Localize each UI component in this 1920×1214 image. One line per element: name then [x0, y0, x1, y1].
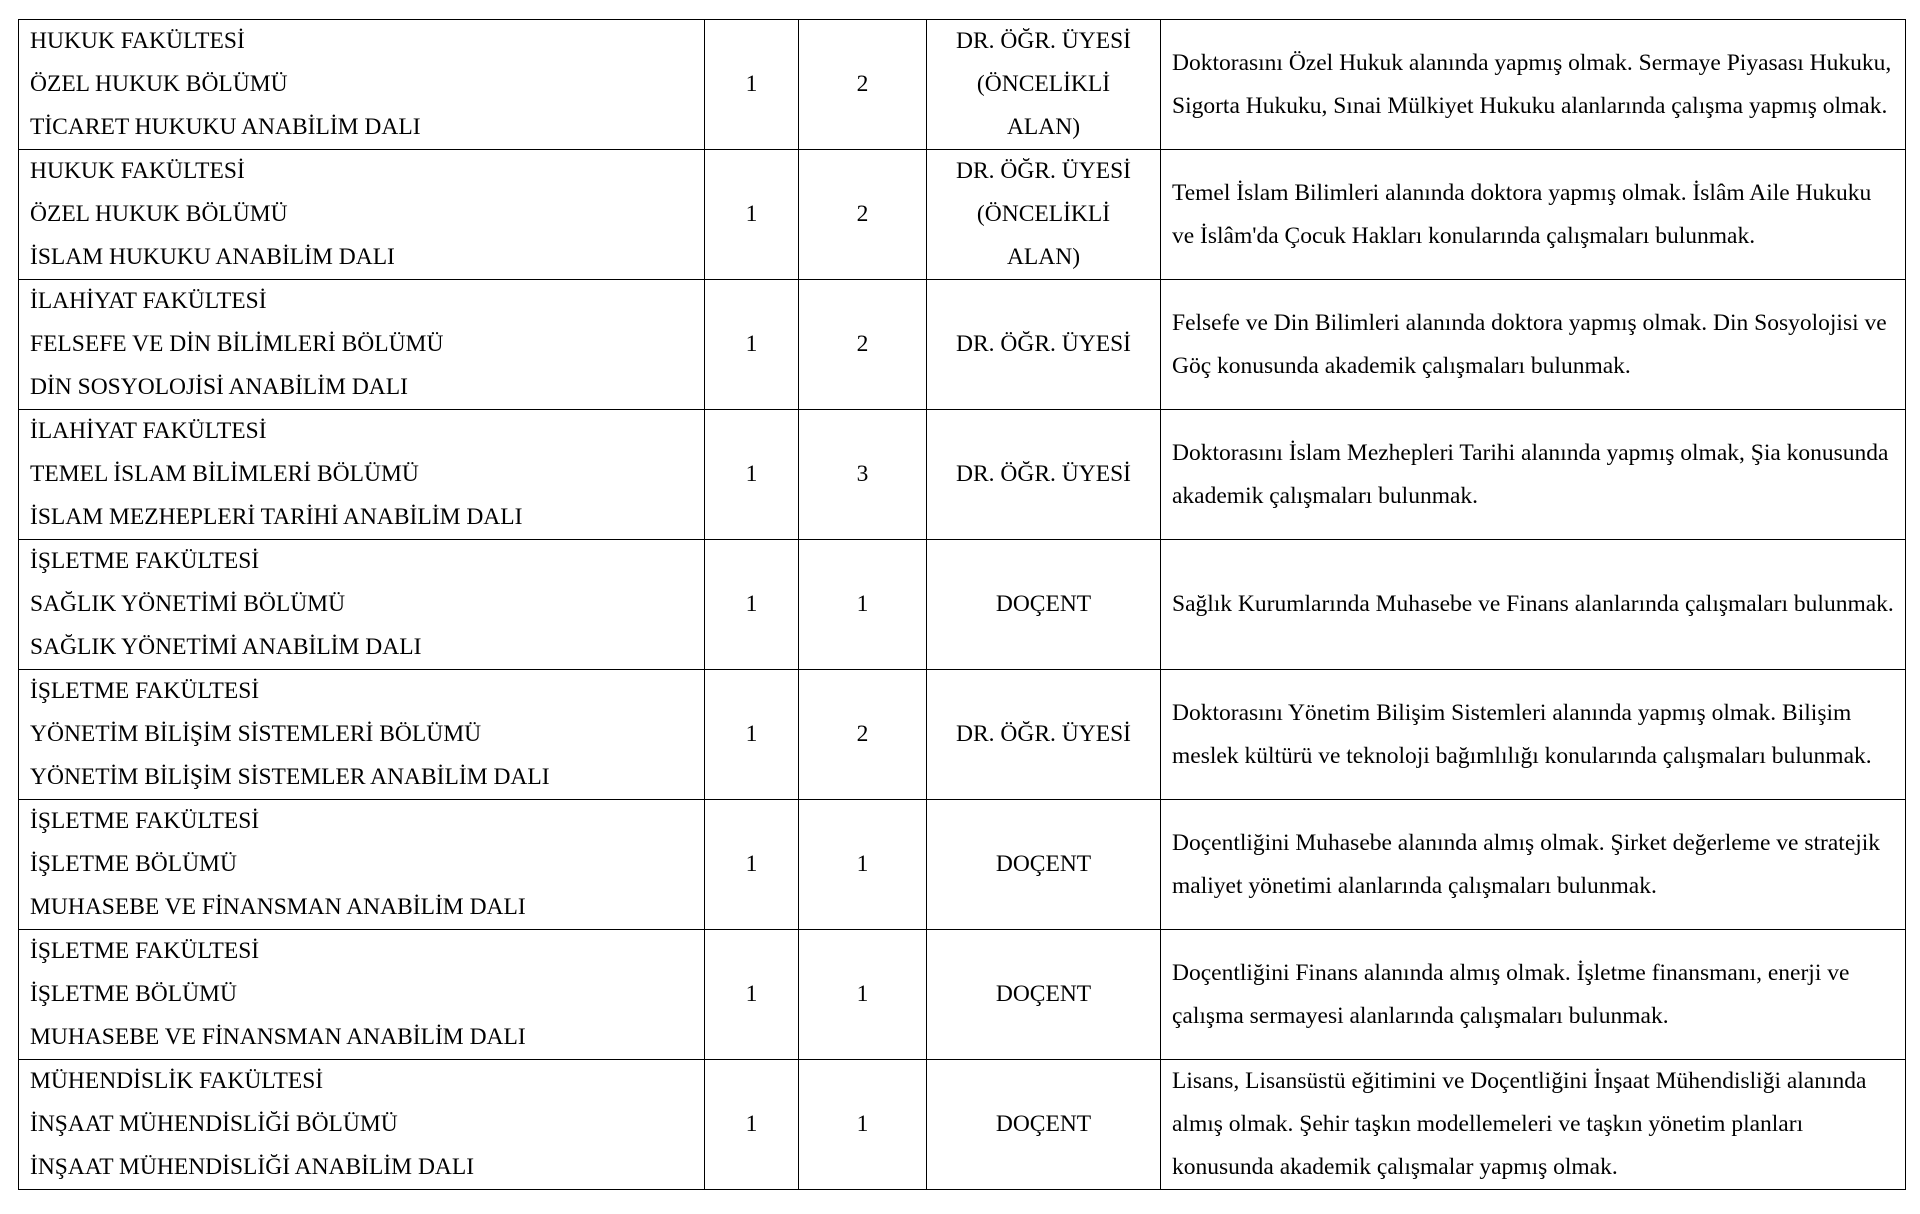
position-count: 1: [705, 280, 799, 410]
position-degree: 2: [799, 20, 927, 150]
faculty-name: İŞLETME FAKÜLTESİ: [30, 938, 260, 964]
academic-title: [927, 150, 1161, 280]
position-count: 1: [705, 930, 799, 1060]
special-conditions: Sağlık Kurumlarında Muhasebe ve Finans alanlarında çalışmaları bulunmak.: [1161, 540, 1906, 670]
unit-cell: [19, 800, 705, 930]
division-name: YÖNETİM BİLİŞİM SİSTEMLER ANABİLİM DALI: [30, 764, 550, 790]
unit-cell: [19, 930, 705, 1060]
position-count: 1: [705, 20, 799, 150]
faculty-name: İŞLETME FAKÜLTESİ: [30, 548, 260, 574]
academic-title: [927, 280, 1161, 410]
special-conditions: Doçentliğini Muhasebe alanında almış olmak. Şirket değerleme ve stratejik maliyet yönetimi alanlarında çalışmaları bulunmak.: [1161, 800, 1906, 930]
academic-title: [927, 20, 1161, 150]
academic-title: [927, 800, 1161, 930]
position-degree: 3: [799, 410, 927, 540]
division-name: İSLAM HUKUKU ANABİLİM DALI: [30, 244, 395, 270]
unit-cell: [19, 20, 705, 150]
position-count: 1: [705, 150, 799, 280]
faculty-name: İŞLETME FAKÜLTESİ: [30, 678, 260, 704]
faculty-name: İŞLETME FAKÜLTESİ: [30, 808, 260, 834]
position-count: 1: [705, 670, 799, 800]
academic-title-line: DOÇENT: [995, 851, 1092, 877]
academic-title: [927, 410, 1161, 540]
position-count: 1: [705, 540, 799, 670]
division-name: MUHASEBE VE FİNANSMAN ANABİLİM DALI: [30, 894, 526, 920]
special-conditions: Doktorasını İslam Mezhepleri Tarihi alanında yapmış olmak, Şia konusunda akademik çalışmaları bulunmak.: [1161, 410, 1906, 540]
academic-title-line: DR. ÖĞR. ÜYESİ: [956, 331, 1131, 357]
table-row: [19, 800, 1906, 930]
special-conditions: Temel İslam Bilimleri alanında doktora yapmış olmak. İslâm Aile Hukuku ve İslâm'da Çocuk Hakları konularında çalışmaları bulunmak.: [1161, 150, 1906, 280]
unit-cell: [19, 150, 705, 280]
academic-title: [927, 930, 1161, 1060]
table-row: [19, 280, 1906, 410]
department-name: YÖNETİM BİLİŞİM SİSTEMLERİ BÖLÜMÜ: [30, 721, 482, 747]
department-name: İŞLETME BÖLÜMÜ: [30, 851, 237, 877]
position-count: 1: [705, 1060, 799, 1190]
table-row: [19, 930, 1906, 1060]
position-degree: 1: [799, 540, 927, 670]
academic-title-line: (ÖNCELİKLİ: [976, 201, 1111, 227]
table-row: [19, 150, 1906, 280]
academic-title-line: DR. ÖĞR. ÜYESİ: [956, 158, 1131, 184]
faculty-name: HUKUK FAKÜLTESİ: [30, 158, 245, 184]
positions-table-body: [19, 20, 1906, 1190]
position-degree: 2: [799, 150, 927, 280]
department-name: FELSEFE VE DİN BİLİMLERİ BÖLÜMÜ: [30, 331, 444, 357]
position-count: 1: [705, 800, 799, 930]
position-degree: 1: [799, 1060, 927, 1190]
unit-cell: [19, 670, 705, 800]
special-conditions: Doktorasını Yönetim Bilişim Sistemleri alanında yapmış olmak. Bilişim meslek kültürü ve teknoloji bağımlılığı konularında çalışmaları bulunmak.: [1161, 670, 1906, 800]
department-name: ÖZEL HUKUK BÖLÜMÜ: [30, 71, 288, 97]
special-conditions: Felsefe ve Din Bilimleri alanında doktora yapmış olmak. Din Sosyolojisi ve Göç konusunda akademik çalışmaları bulunmak.: [1161, 280, 1906, 410]
department-name: SAĞLIK YÖNETİMİ BÖLÜMÜ: [30, 591, 346, 617]
academic-title-line: (ÖNCELİKLİ: [976, 71, 1111, 97]
academic-title: [927, 1060, 1161, 1190]
special-conditions: Doçentliğini Finans alanında almış olmak. İşletme finansmanı, enerji ve çalışma sermayesi alanlarında çalışmaları bulunmak.: [1161, 930, 1906, 1060]
table-row: [19, 540, 1906, 670]
academic-title: [927, 540, 1161, 670]
positions-table: [18, 19, 1906, 1190]
academic-title: [927, 670, 1161, 800]
division-name: İNŞAAT MÜHENDİSLİĞİ ANABİLİM DALI: [30, 1154, 475, 1180]
faculty-name: MÜHENDİSLİK FAKÜLTESİ: [30, 1068, 324, 1094]
table-row: [19, 1060, 1906, 1190]
department-name: İNŞAAT MÜHENDİSLİĞİ BÖLÜMÜ: [30, 1111, 398, 1137]
position-degree: 1: [799, 930, 927, 1060]
academic-title-line: ALAN): [1006, 114, 1081, 140]
position-degree: 2: [799, 280, 927, 410]
division-name: İSLAM MEZHEPLERİ TARİHİ ANABİLİM DALI: [30, 504, 523, 530]
academic-title-line: DR. ÖĞR. ÜYESİ: [956, 461, 1131, 487]
department-name: İŞLETME BÖLÜMÜ: [30, 981, 237, 1007]
department-name: TEMEL İSLAM BİLİMLERİ BÖLÜMÜ: [30, 461, 419, 487]
table-row: [19, 20, 1906, 150]
faculty-name: İLAHİYAT FAKÜLTESİ: [30, 288, 267, 314]
academic-title-line: DOÇENT: [995, 981, 1092, 1007]
special-conditions: Lisans, Lisansüstü eğitimini ve Doçentliğini İnşaat Mühendisliği alanında almış olmak. Şehir taşkın modellemeleri ve taşkın yönetim planları konusunda akademik çalışmalar yapmış olmak.: [1161, 1060, 1906, 1190]
unit-cell: [19, 540, 705, 670]
table-row: [19, 670, 1906, 800]
academic-title-line: DOÇENT: [995, 591, 1092, 617]
faculty-name: İLAHİYAT FAKÜLTESİ: [30, 418, 267, 444]
academic-title-line: DR. ÖĞR. ÜYESİ: [956, 721, 1131, 747]
unit-cell: [19, 1060, 705, 1190]
division-name: MUHASEBE VE FİNANSMAN ANABİLİM DALI: [30, 1024, 526, 1050]
academic-title-line: ALAN): [1006, 244, 1081, 270]
division-name: TİCARET HUKUKU ANABİLİM DALI: [30, 114, 421, 140]
department-name: ÖZEL HUKUK BÖLÜMÜ: [30, 201, 288, 227]
unit-cell: [19, 410, 705, 540]
table-row: [19, 410, 1906, 540]
division-name: SAĞLIK YÖNETİMİ ANABİLİM DALI: [30, 634, 422, 660]
position-degree: 2: [799, 670, 927, 800]
academic-title-line: DR. ÖĞR. ÜYESİ: [956, 28, 1131, 54]
division-name: DİN SOSYOLOJİSİ ANABİLİM DALI: [30, 374, 408, 400]
special-conditions: Doktorasını Özel Hukuk alanında yapmış olmak. Sermaye Piyasası Hukuku, Sigorta Hukuku, Sınai Mülkiyet Hukuku alanlarında çalışma yapmış olmak.: [1161, 20, 1906, 150]
unit-cell: [19, 280, 705, 410]
position-count: 1: [705, 410, 799, 540]
faculty-name: HUKUK FAKÜLTESİ: [30, 28, 245, 54]
position-degree: 1: [799, 800, 927, 930]
academic-title-line: DOÇENT: [995, 1111, 1092, 1137]
